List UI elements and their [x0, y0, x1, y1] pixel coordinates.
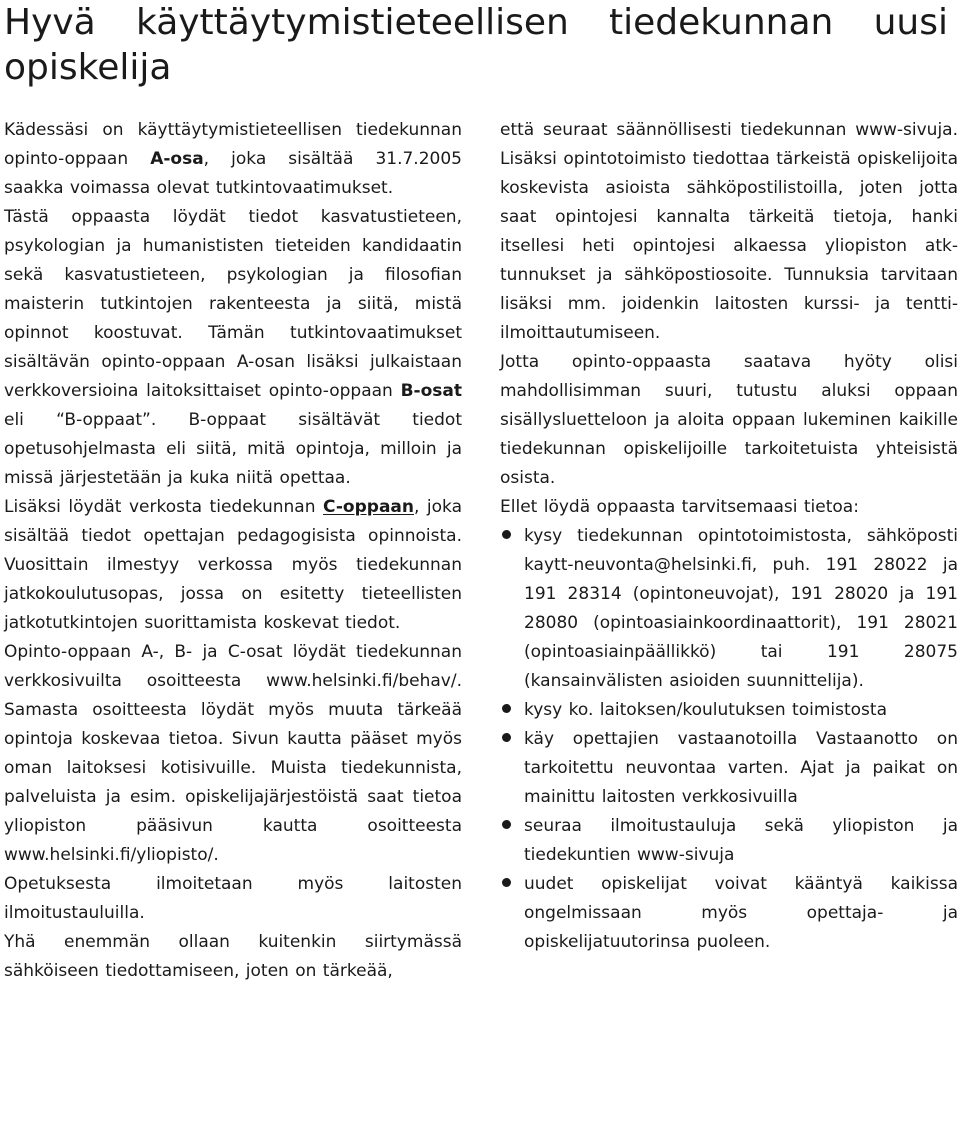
bold-term-b-osat: B-osat	[400, 381, 462, 401]
bullet-item: seuraa ilmoitustauluja sekä yliopiston ja tiedekuntien www-sivuja	[500, 812, 958, 870]
paragraph-contents	[4, 203, 462, 493]
bullet-item: kysy tiedekunnan opintotoimistosta, sähköposti kaytt-neuvonta@helsinki.fi, puh. 191 28022 ja 191 28314 (opintoneuvojat), 191 28020 ja 191 28080 (opintoasiainkoordinaattorit), 191 28021 (opintoasiainpäällikkö) tai 191 28075 (kansainvälisten asioiden suunnittelija).	[500, 522, 958, 696]
paragraph-help-intro: Ellet löydä oppaasta tarvitsemaasi tietoa:	[500, 497, 859, 517]
bold-term-a-osa: A-osa	[150, 149, 204, 169]
bullet-item: kysy ko. laitoksen/koulutuksen toimistosta	[500, 696, 958, 725]
paragraph-intro	[4, 116, 462, 203]
paragraph-c-guide	[4, 493, 462, 638]
text-span: , joka sisältää 31.7.2005 saakka voimassa olevat tutkintovaatimukset.	[4, 149, 462, 198]
text-span: Lisäksi löydät verkosta tiedekunnan	[4, 497, 323, 517]
paragraph-follow-web: että seuraat säännöllisesti tiedekunnan www-sivuja. Lisäksi opintotoimisto tiedottaa tärkeistä opiskelijoita koskevista asioista sähköpostilistoilla, joten jotta saat opintojesi kannalta tärkeitä tietoja, hanki itsellesi heti opintojesi alkaessa yliopiston atk-tunnukset ja sähköpostiosoite. Tunnuksia tarvitaan lisäksi mm. joidenkin laitosten kurssi- ja tentti-ilmoittautumiseen.	[500, 120, 958, 343]
bullet-item: käy opettajien vastaanotoilla Vastaanotto on tarkoitettu neuvontaa varten. Ajat ja paikat on mainittu laitosten verkkosivuilla	[500, 725, 958, 812]
text-span: Kädessäsi on käyttäytymistieteellisen tiedekunnan opinto-oppaan	[4, 120, 462, 169]
text-span: Tästä oppaasta löydät tiedot kasvatustieteen, psykologian ja humanististen tieteiden kandidaatin sekä kasvatustieteen, psykologian ja filosofian maisterin tutkintojen rakenteesta ja siitä, mistä opinnot koostuvat. Tämän tutkintovaatimukset sisältävän opinto-oppaan A-osan lisäksi julkaistaan verkkoversioina laitoksittaiset opinto-oppaan	[4, 207, 462, 401]
right-column	[500, 116, 958, 957]
left-column	[4, 116, 462, 986]
text-span: , joka sisältää tiedot opettajan pedagogisista opinnoista. Vuosittain ilmestyy verkossa myös tiedekunnan jatkokoulutusopas, jossa on esitetty tieteellisten jatkotutkintojen suorittamista koskevat tiedot.	[4, 497, 462, 633]
bullet-item: uudet opiskelijat voivat kääntyä kaikissa ongelmissaan myös opettaja- ja opiskelijatuutorinsa puoleen.	[500, 870, 958, 957]
paragraph-electronic: Yhä enemmän ollaan kuitenkin siirtymässä sähköiseen tiedottamiseen, joten on tärkeää,	[4, 932, 462, 981]
paragraph-web: Opinto-oppaan A-, B- ja C-osat löydät tiedekunnan verkkosivuilta osoitteesta www.helsinki.fi/behav/. Samasta osoitteesta löydät myös muuta tärkeää opintoja koskevaa tietoa. Sivun kautta pääset myös oman laitoksesi kotisivuille. Muista tiedekunnista, palveluista ja esim. opiskelijajärjestöistä saat tietoa yliopiston pääsivun kautta osoitteesta www.helsinki.fi/yliopisto/.	[4, 642, 462, 865]
paragraph-notices: Opetuksesta ilmoitetaan myös laitosten ilmoitustauluilla.	[4, 874, 462, 923]
text-span: eli “B-oppaat”. B-oppaat sisältävät tiedot opetusohjelmasta eli siitä, mitä opintoja, milloin ja missä järjestetään ja kuka niitä opettaa.	[4, 410, 462, 488]
page-title: Hyvä käyttäytymistieteellisen tiedekunnan uusi opiskelija	[4, 2, 948, 88]
bold-term-c-oppaan: C-oppaan	[323, 497, 414, 517]
paragraph-benefit: Jotta opinto-oppaasta saatava hyöty olisi mahdollisimman suuri, tutustu aluksi oppaan sisällysluetteloon ja aloita oppaan lukeminen kaikille tiedekunnan opiskelijoille tarkoitetuista yhteisistä osista.	[500, 352, 958, 488]
